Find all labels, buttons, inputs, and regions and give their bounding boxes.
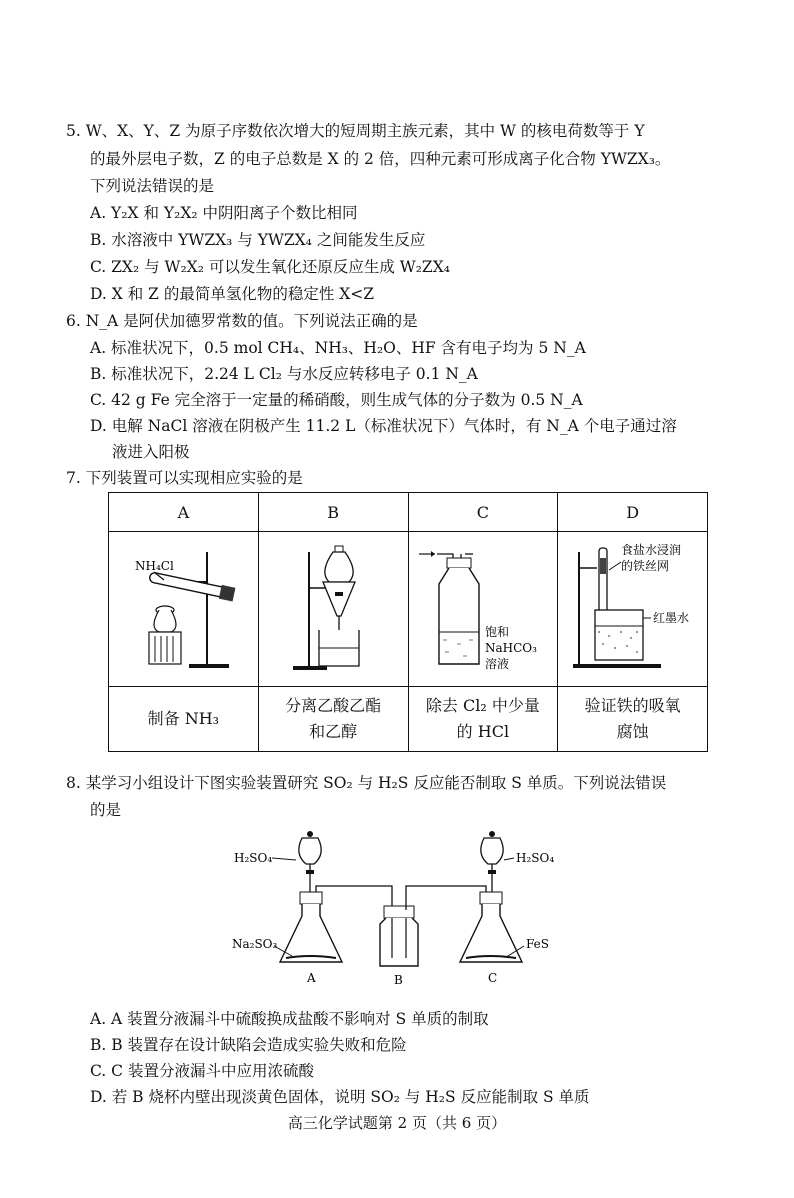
q8-apparatus-diagram xyxy=(224,826,574,996)
q8-left-solid-label: Na₂SO₃ xyxy=(232,937,278,951)
page-footer: 高三化学试题第 2 页（共 6 页） xyxy=(287,1114,507,1132)
q5-stem-line2: 的最外层电子数，Z 的电子总数是 X 的 2 倍，四种元素可形成离子化合物 YWZX₃。 xyxy=(90,150,671,168)
q7-header-a: A xyxy=(109,493,259,532)
q6-stem: 6. N_A 是阿伏加德罗常数的值。下列说法正确的是 xyxy=(66,312,418,330)
q8-option-d: D. 若 B 烧杯内壁出现淡黄色固体，说明 SO₂ 与 H₂S 反应能制取 S 单质 xyxy=(90,1088,590,1106)
q6-option-a: A. 标准状况下，0.5 mol CH₄、NH₃、H₂O、HF 含有电子均为 5 N_A xyxy=(90,339,586,357)
q8-option-b: B. B 装置存在设计缺陷会造成实验失败和危险 xyxy=(90,1036,407,1054)
q7-apparatus-table xyxy=(108,492,708,752)
q7-header-d: D xyxy=(558,493,708,532)
ammonium-chloride-heating-diagram xyxy=(109,532,257,682)
q6-option-d: D. 电解 NaCl 溶液在阴极产生 11.2 L（标准状况下）气体时，有 N_A 个电子通过溶 xyxy=(90,417,677,435)
q6-option-c: C. 42 g Fe 完全溶于一定量的稀硝酸，则生成气体的分子数为 0.5 N_A xyxy=(90,391,583,409)
q8-label-c: C xyxy=(488,971,498,985)
q7-stem: 7. 下列装置可以实现相应实验的是 xyxy=(66,469,303,487)
apparatus-d-label-1: 食盐水浸润 xyxy=(620,543,681,557)
q7-header-c: C xyxy=(408,493,558,532)
q8-right-solid-label: FeS xyxy=(526,937,549,951)
gas-washing-bottle-diagram xyxy=(409,532,557,682)
caption-b-line1: 分离乙酸乙酯 xyxy=(285,696,382,715)
q5-option-d: D. X 和 Z 的最简单氢化物的稳定性 X<Z xyxy=(90,285,375,303)
q8-label-b: B xyxy=(394,973,403,987)
q7-apparatus-b xyxy=(258,532,408,687)
q7-caption-d xyxy=(558,687,708,752)
apparatus-c-solution-1: 饱和 xyxy=(484,625,509,639)
q8-option-a: A. A 装置分液漏斗中硫酸换成盐酸不影响对 S 单质的制取 xyxy=(90,1010,489,1028)
apparatus-c-solution-3: 溶液 xyxy=(484,657,509,671)
separatory-funnel-diagram xyxy=(259,532,407,682)
q7-caption-a xyxy=(109,687,259,752)
q5-option-b: B. 水溶液中 YWZX₃ 与 YWZX₄ 之间能发生反应 xyxy=(90,231,426,249)
iron-corrosion-diagram xyxy=(559,532,707,682)
caption-d-line2: 腐蚀 xyxy=(616,722,649,741)
q8-stem-line1: 8. 某学习小组设计下图实验装置研究 SO₂ 与 H₂S 反应能否制取 S 单质。下列说法错误 xyxy=(66,774,667,792)
q7-apparatus-c xyxy=(408,532,558,687)
q8-right-acid-label: H₂SO₄ xyxy=(516,851,555,865)
q5-stem-line3: 下列说法错误的是 xyxy=(90,177,215,195)
q8-label-a: A xyxy=(307,971,316,985)
q5-stem-line1: 5. W、X、Y、Z 为原子序数依次增大的短周期主族元素，其中 W 的核电荷数等于 Y xyxy=(66,122,645,140)
q8-option-c: C. C 装置分液漏斗中应用浓硫酸 xyxy=(90,1062,314,1080)
q8-left-acid-label: H₂SO₄ xyxy=(234,851,273,865)
caption-b-line2: 和乙醇 xyxy=(309,722,358,741)
caption-a-line1: 制备 NH₃ xyxy=(147,709,220,728)
caption-c-line1: 除去 Cl₂ 中少量 xyxy=(425,696,540,715)
q6-option-d-cont: 液进入阳极 xyxy=(112,443,190,461)
caption-c-line2: 的 HCl xyxy=(456,722,510,741)
q5-option-c: C. ZX₂ 与 W₂X₂ 可以发生氧化还原反应生成 W₂ZX₄ xyxy=(90,258,450,276)
q7-apparatus-d xyxy=(558,532,708,687)
q6-option-b: B. 标准状况下，2.24 L Cl₂ 与水反应转移电子 0.1 N_A xyxy=(90,365,478,383)
q7-apparatus-a xyxy=(109,532,259,687)
apparatus-d-label-3: 红墨水 xyxy=(652,611,689,625)
apparatus-d-label-2: 的铁丝网 xyxy=(620,559,669,573)
q5-option-a: A. Y₂X 和 Y₂X₂ 中阴阳离子个数比相同 xyxy=(90,204,358,222)
q8-stem-line2: 的是 xyxy=(90,801,122,819)
apparatus-a-reagent-label: NH₄Cl xyxy=(135,559,175,573)
caption-d-line1: 验证铁的吸氧 xyxy=(584,696,681,715)
q7-caption-b xyxy=(258,687,408,752)
q7-caption-c xyxy=(408,687,558,752)
q7-header-b: B xyxy=(258,493,408,532)
apparatus-c-solution-2: NaHCO₃ xyxy=(484,641,537,655)
